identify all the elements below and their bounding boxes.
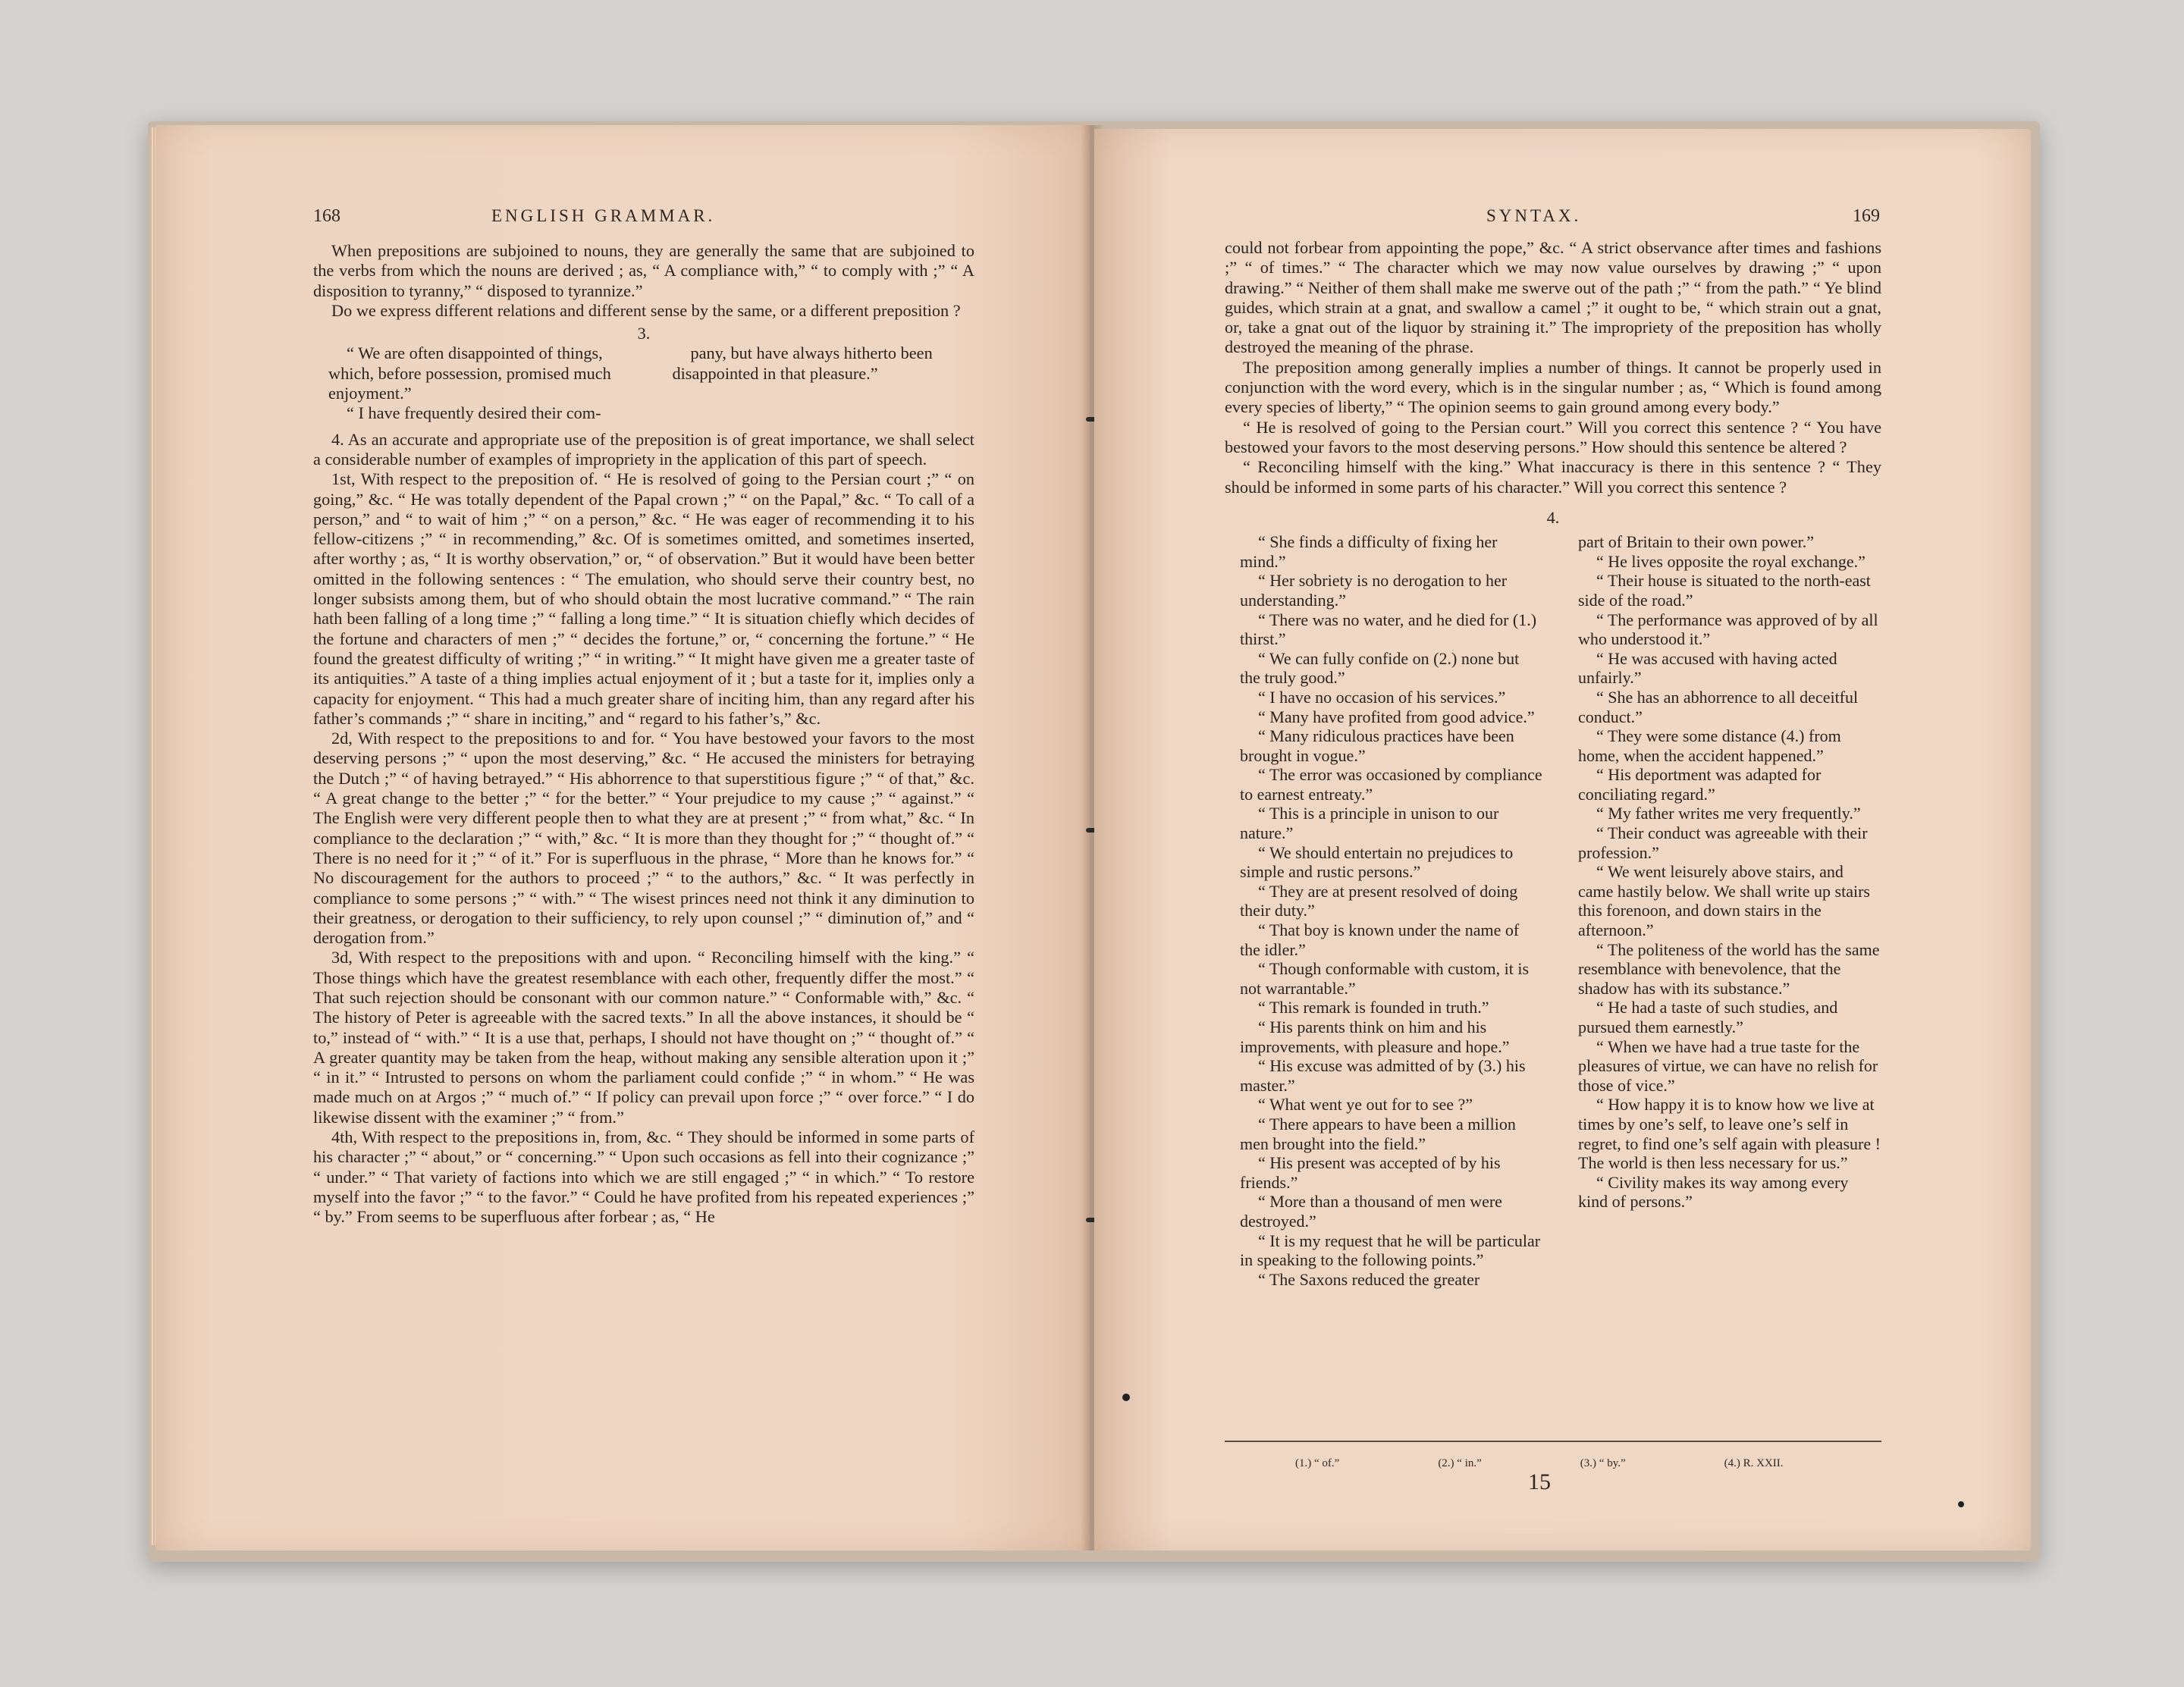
exercise-item: “ We can fully confide on (2.) none but the truly good.”: [1240, 648, 1520, 688]
left-running-head: ENGLISH GRAMMAR.: [491, 206, 716, 225]
exercise-columns: [1225, 532, 1881, 1289]
exercise-item: “ His excuse was admitted of by (3.) his master.”: [1240, 1056, 1526, 1095]
exercise-item: “ Though conformable with custom, it is not warrantable.”: [1240, 959, 1530, 998]
paragraph: “ Reconciling himself with the king.” What inaccuracy is there in this sentence ? “ They should be informed in some parts of his character.” Will you correct this sentence ?: [1225, 457, 1881, 497]
exercise-item: “ There was no water, and he died for (1.) thirst.”: [1240, 610, 1537, 649]
right-page-number: 169: [1853, 206, 1880, 226]
exercise-item: “ Many have profited from good advice.”: [1258, 707, 1535, 726]
exercise-item: “ I have no occasion of his services.”: [1258, 687, 1506, 707]
exercise-item: pany, but have always hitherto been disappointed in that pleasure.”: [672, 343, 933, 383]
right-running-head: SYNTAX.: [1486, 206, 1582, 225]
exercise-item: “ The performance was approved of by all who understood it.”: [1578, 610, 1878, 649]
signature-mark: 15: [1528, 1469, 1551, 1494]
page-blemish: [1958, 1501, 1964, 1507]
exercise-columns: [313, 343, 974, 423]
paragraph: 4. As an accurate and appropriate use of the preposition is of great importance, we shall select a considerable number of examples of impropriety in the application of this part of speech.: [313, 429, 974, 469]
exercise-item: “ Their house is situated to the north-east side of the road.”: [1578, 571, 1871, 610]
paragraph: “ He is resolved of going to the Persian court.” Will you correct this sentence ? “ You have bestowed your favors to the most deserving persons.” How should this sentence be altered ?: [1225, 417, 1881, 456]
exercise-item: “ She finds a difficulty of fixing her mind.”: [1240, 532, 1498, 571]
exercise-item: part of Britain to their own power.”: [1578, 532, 1814, 552]
left-page-text: [313, 241, 974, 1228]
page-blemish: [1122, 1394, 1130, 1401]
paragraph: Do we express different relations and different sense by the same, or a different preposition ?: [331, 300, 961, 320]
exercise-item: “ We went leisurely above stairs, and came hastily below. We shall write up stairs this forenoon, and down stairs in the afternoon.”: [1578, 862, 1870, 940]
exercise-item: “ How happy it is to know how we live at times by one’s self, to leave one’s self in regret, to find one’s self again with pleasure ! The world is then less necessary for us.”: [1578, 1095, 1881, 1173]
exercise-item: “ The Saxons reduced the greater: [1258, 1269, 1480, 1289]
exercise-column-1: [1225, 532, 1543, 1289]
paragraph: could not forbear from appointing the pope,” &c. “ A strict observance after times and fashions ;” “ of times.” “ The character which we may now value ourselves by drawing ;” “ upon drawing.” “ Neither of them shall make me swerve out of the path ;” “ from the path.” “ Ye blind guides, which strain at a gnat, and swallow a camel ;” it ought to be, “ which strain out a gnat, or, take a gnat out of the liquor by straining it.” The impropriety of the preposition has wholly destroyed the meaning of the phrase.: [1225, 238, 1881, 357]
paragraph: 1st, With respect to the preposition of. “ He is resolved of going to the Persian court ;” “ on going,” &c. “ He was totally dependent of the Papal crown ;” “ on the Papal,” &c. “ To call of a person,” and “ to wait of him ;” “ on a person,” &c. “ He was eager of recommending it to his fellow-citizens ;” “ in recommending,” &c. Of is sometimes omitted, and sometimes inserted, after worthy ; as, “ It is worthy observation,” or, “ of observation.” But it would have been better omitted in the following sentences : “ The emulation, who should serve their country best, no longer subsists among them, but of who should obtain the most lucrative command.” “ The rain hath been falling of a long time ;” “ falling a long time.” “ It is situation chiefly which decides of the fortune and characters of men ;” “ decides the fortune,” or, “ concerning the fortune.” “ He found the greatest difficulty of writing ;” “ in writing.” “ It might have given me a greater taste of its antiquities.” A taste of a thing implies actual enjoyment of it ; but a taste for it, implies only a capacity for enjoyment. “ This had a much greater share of inciting him, than any regard after his father’s commands ;” “ share in inciting,” and “ regard to his father’s,” &c.: [313, 469, 974, 728]
exercise-item: “ Many ridiculous practices have been brought in vogue.”: [1240, 726, 1514, 765]
exercise-item: “ They are at present resolved of doing their duty.”: [1240, 881, 1518, 920]
exercise-item: “ His present was accepted of by his friends.”: [1240, 1153, 1501, 1192]
exercise-item: “ They were some distance (4.) from home, when the accident happened.”: [1578, 726, 1841, 765]
exercise-item: “ The politeness of the world has the same resemblance with benevolence, that the shadow has with its substance.”: [1578, 939, 1880, 998]
exercise-number: 4.: [1546, 507, 1560, 527]
right-page-text: [1225, 238, 1881, 1289]
exercise-item: “ He was accused with having acted unfairly.”: [1578, 648, 1837, 688]
footnote-rule: [1225, 1441, 1881, 1442]
footnotes: [1295, 1457, 1882, 1470]
footnote: (2.) “ in.”: [1438, 1457, 1482, 1469]
exercise-column-2: [657, 343, 974, 423]
paragraph: 2d, With respect to the prepositions to and for. “ You have bestowed your favors to the most deserving persons ;” “ upon the most deserving,” &c. “ He accused the ministers for betraying the Dutch ;” “ of having betrayed.” “ His abhorrence to that superstitious figure ;” “ of that,” &c. “ A great change to the better ;” “ for the better.” “ Your prejudice to my cause ;” “ against.” “ The English were very different people then to what they are at present ;” “ from what,” &c. “ In compliance to the declaration ;” “ with,” &c. “ It is more than they thought for ;” “ thought of.” “ There is no need for it ;” “ of it.” For is superfluous in the phrase, “ More than he knows for.” “ No discouragement for the authors to proceed ;” “ to the authors,” &c. “ It was perfectly in compliance to some persons ;” “ with.” “ The wisest princes need not think it any diminution to their greatness, or derogation to their sufficiency, to rely upon counsel ;” “ diminution of,” and “ derogation from.”: [313, 729, 974, 948]
exercise-item: “ Civility makes its way among every kind of persons.”: [1578, 1172, 1849, 1212]
exercise-column-1: [313, 343, 631, 423]
exercise-item: “ What went ye out for to see ?”: [1258, 1095, 1473, 1115]
exercise-item: “ His deportment was adapted for conciliating regard.”: [1578, 765, 1822, 804]
exercise-item: “ Their conduct was agreeable with their profession.”: [1578, 823, 1868, 862]
exercise-item: “ It is my request that he will be particular in speaking to the following points.”: [1240, 1231, 1541, 1270]
exercise-item: “ Her sobriety is no derogation to her understanding.”: [1240, 571, 1508, 610]
paragraph: 4th, With respect to the prepositions in, from, &c. “ They should be informed in some parts of his character ;” “ about,” or “ concerning.” “ Upon such occasions as fell into their cognizance ;” “ under.” “ That variety of factions into which we are still engaged ;” “ in which.” “ To restore myself into the favor ;” “ to the favor.” “ Could he have profited from his repeated experiences ;” “ by.” From seems to be superfluous after forbear ; as, “ He: [313, 1127, 974, 1227]
paragraph: When prepositions are subjoined to nouns, they are generally the same that are subjoined to the verbs from which the nouns are derived ; as, “ A compliance with,” “ to comply with ;” “ A disposition to tyranny,” “ disposed to tyrannize.”: [313, 241, 974, 300]
exercise-item: “ The error was occasioned by compliance to earnest entreaty.”: [1240, 765, 1542, 804]
exercise-item: “ I have frequently desired their com-: [347, 403, 601, 423]
exercise-column-2: [1563, 532, 1881, 1289]
exercise-item: “ This is a principle in unison to our nature.”: [1240, 804, 1499, 843]
exercise-item: “ More than a thousand of men were destroyed.”: [1240, 1192, 1502, 1231]
exercise-item: “ We are often disappointed of things, which, before possession, promised much enjoyment.”: [328, 343, 611, 403]
exercise-item: “ His parents think on him and his improvements, with pleasure and hope.”: [1240, 1018, 1510, 1056]
exercise-item: “ My father writes me very frequently.”: [1596, 804, 1861, 823]
exercise-item: “ There appears to have been a million men brought into the field.”: [1240, 1114, 1516, 1153]
exercise-item: “ This remark is founded in truth.”: [1258, 998, 1489, 1018]
exercise-item: “ He lives opposite the royal exchange.”: [1596, 551, 1866, 571]
exercise-item: “ He had a taste of such studies, and pursued them earnestly.”: [1578, 998, 1838, 1036]
exercise-item: “ She has an abhorrence to all deceitful conduct.”: [1578, 687, 1859, 726]
paragraph: 3d, With respect to the prepositions with and upon. “ Reconciling himself with the king.” “ Those things which have the greatest resemblance with each other, frequently differ the most.” “ That such rejection should be consonant with our common nature.” “ Conformable with,” &c. “ The history of Peter is agreeable with the sacred texts.” In all the above instances, it should be “ to,” instead of “ with.” “ It is a use that, perhaps, I should not have thought on ;” “ thought of.” “ A greater quantity may be taken from the heap, without making any sensible alteration upon it ;” “ in it.” “ Intrusted to persons on whom the parliament could confide ;” “ in whom.” “ He was made much on at Argos ;” “ much of.” “ If policy can prevail upon force ;” “ over force.” “ I do likewise dissent with the examiner ;” “ from.”: [313, 948, 974, 1127]
exercise-item: “ We should entertain no prejudices to simple and rustic persons.”: [1240, 842, 1514, 882]
left-page-number: 168: [313, 206, 340, 226]
exercise-item: “ When we have had a true taste for the pleasures of virtue, we can have no relish for those of vice.”: [1578, 1036, 1878, 1095]
exercise-number: 3.: [637, 324, 651, 343]
paragraph: The preposition among generally implies a number of things. It cannot be properly used in conjunction with the word every, which is in the singular number ; as, “ Which is found among every species of liberty,” “ The opinion seems to gain ground among every body.”: [1225, 357, 1881, 417]
footnote: (1.) “ of.”: [1295, 1457, 1340, 1469]
footnote: (4.) R. XXII.: [1724, 1457, 1784, 1469]
footnote: (3.) “ by.”: [1580, 1457, 1626, 1469]
exercise-item: “ That boy is known under the name of the idler.”: [1240, 920, 1520, 959]
